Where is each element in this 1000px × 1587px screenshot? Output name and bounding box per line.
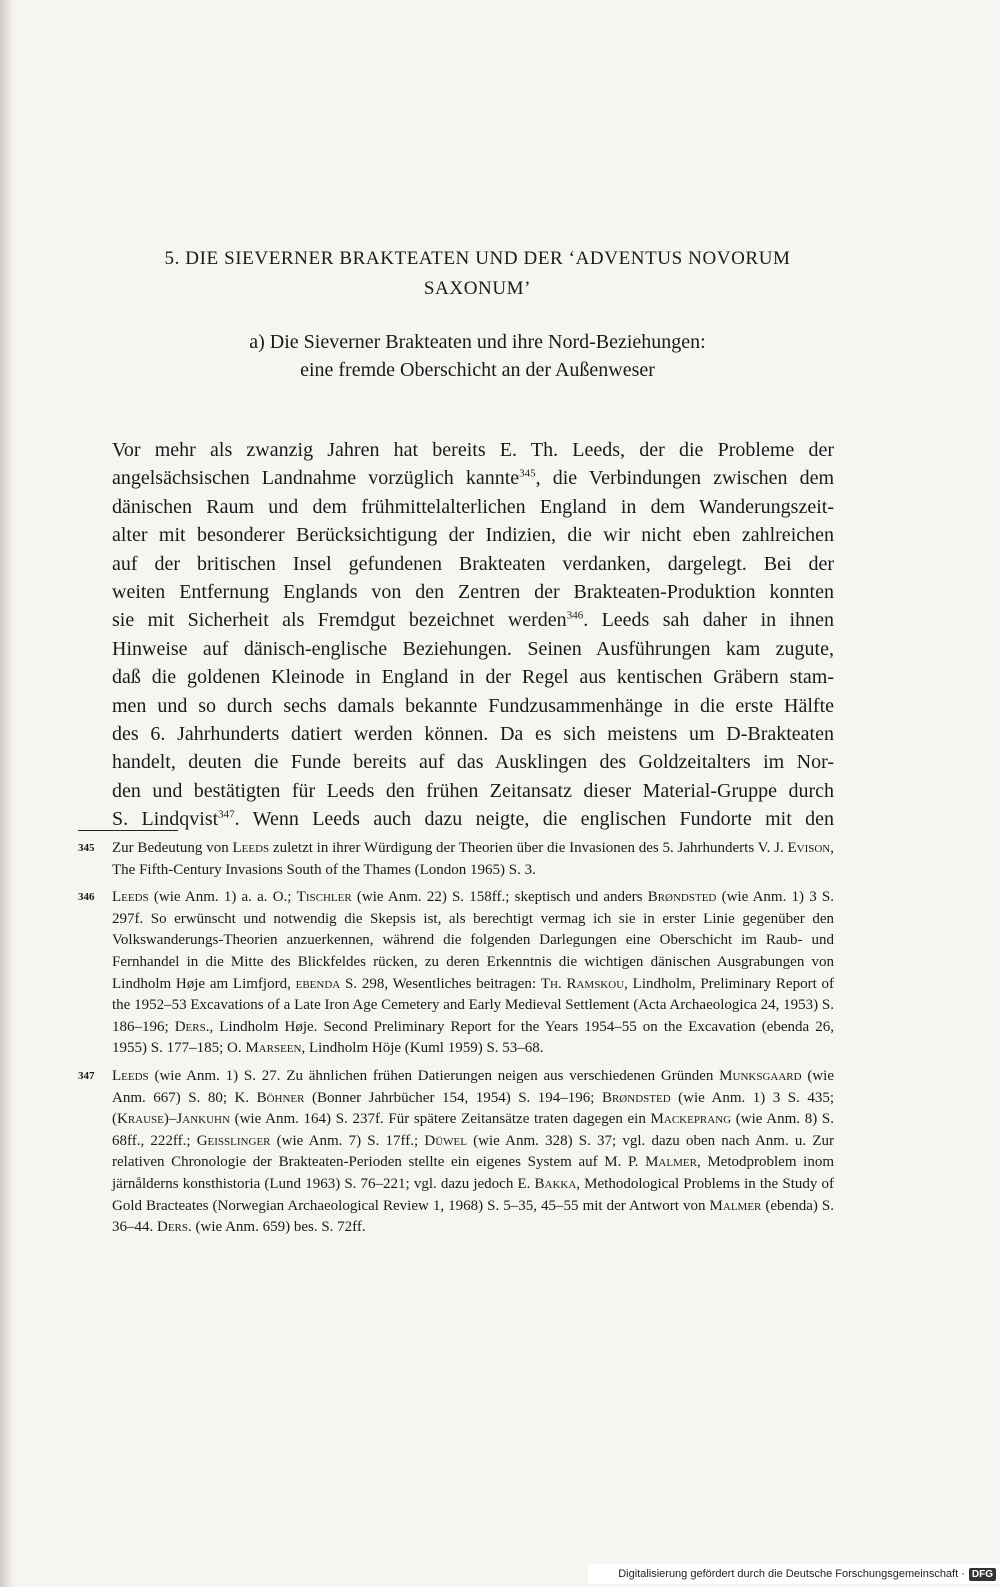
footnote-345 (78, 838, 834, 881)
author-name: Th. Ramskou (540, 975, 625, 992)
author-name: Leeds (112, 1067, 149, 1084)
subsection-heading-line-1: a) Die Sieverner Brakteaten und ihre Nord-Beziehungen: (249, 331, 706, 353)
body-line: angelsächsischen Landnahme vorzüglich kannte$^{345}$, die Verbindungen zwischen dem (112, 467, 834, 490)
subsection-heading-line-2: eine fremde Oberschicht an der Außenweser (300, 359, 655, 381)
footnote-number: 346 (78, 891, 95, 904)
body-line: handelt, deuten die Funde bereits auf das Ausklingen des Goldzeitalters im Nor- (112, 751, 834, 774)
footnote-number: 345 (78, 842, 95, 854)
body-line: alter mit besonderer Berücksichtigung der Indizien, die wir nicht eben zahlreichen (112, 524, 834, 547)
footnote-text: Zur Bedeutung von Leeds zuletzt in ihrer Würdigung der Theorien über die Invasionen des 5. Jahrhunderts V. J. Evison, The Fifth-Century Invasions South of the Thames (London 1965) S. 3. (112, 840, 834, 878)
footnote-number: 347 (78, 1069, 95, 1082)
author-name: Malmer (709, 1197, 762, 1214)
body-line: weiten Entfernung Englands von den Zentren der Brakteaten-Produktion konnten (112, 581, 834, 604)
body-line: des 6. Jahrhunderts datiert werden können. Da es sich meistens um D-Brakteaten (112, 723, 834, 746)
author-name: Jankuhn (176, 1111, 230, 1128)
page-edge-shadow (0, 0, 14, 1587)
body-line: Vor mehr als zwanzig Jahren hat bereits E. Th. Leeds, der die Probleme der (112, 439, 834, 461)
section-heading (100, 244, 855, 304)
body-line: men und so durch sechs damals bekannte Fundzusammenhänge in die erste Hälfte (112, 694, 834, 717)
digitization-credit-bar (588, 1564, 1000, 1584)
digitization-credit-text: Digitalisierung gefördert durch die Deutsche Forschungsgemeinschaft · (618, 1568, 965, 1580)
author-name: Geisslinger (196, 1132, 271, 1149)
section-heading-line-1: 5. DIE SIEVERNER BRAKTEATEN UND DER ‘ADVENTUS NOVORUM (164, 248, 791, 269)
body-paragraph (112, 436, 834, 834)
footnote-text: Leeds (wie Anm. 1) a. a. O.; Tischler (wie Anm. 22) S. 158ff.; skeptisch und anders Brøndsted (wie Anm. 1) 3 S. 297f. So erwünscht und notwendig die Skepsis ist, als berechtigt vermag ich sie in erster Linie gegenüber den Volkswanderungs-Theorien anzuerkennen, während die folgenden Darlegungen eine Oberschicht im Raub- und Fernhandel in die Mitte des Blickfeldes rücken, zu deren Erkenntnis die wichtigen dänischen Ausgrabungen von Lindholm Høje am Limfjord, ebenda S. 298, Wesentliches beitragen: Th. Ramskou, Lindholm, Preliminary Report of the 1952–53 Excavations of a Late Iron Age Cemetery and Early Medieval Settlement (Acta Archaeologica 24, 1953) S. 186–196; Ders., Lindholm Høje. Second Preliminary Report for the Years 1954–55 on the Excavation (ebenda 26, 1955) S. 177–185; O. Marseen, Lindholm Höje (Kuml 1959) S. 53–68. (112, 889, 835, 1057)
section-heading-line-2: SAXONUM’ (423, 278, 532, 299)
footnote-ref[interactable]: 347 (218, 808, 235, 821)
body-line: S. Lindqvist$^{347}$. Wenn Leeds auch dazu neigte, die englischen Fundorte mit den (112, 808, 834, 831)
author-name: Brøndsted (647, 889, 717, 906)
body-line: sie mit Sicherheit als Fremdgut bezeichnet werden$^{346}$. Leeds sah daher in ihnen (112, 609, 834, 632)
footnote-346 (78, 887, 834, 1060)
author-name: Munksgaard (719, 1067, 802, 1084)
author-name: Ders. (174, 1018, 210, 1035)
author-name: Leeds (112, 889, 149, 906)
body-line: auf der britischen Insel gefundenen Brakteaten verdanken, dargelegt. Bei der (112, 552, 834, 575)
footnote-ref[interactable]: 345 (519, 467, 536, 480)
author-name: Marseen (245, 1040, 302, 1057)
body-line: den und bestätigten für Leeds den frühen Zeitansatz dieser Material-Gruppe durch (112, 779, 834, 802)
footnotes-block (78, 838, 834, 1245)
author-name: Krause (117, 1111, 164, 1128)
footnote-347 (78, 1066, 834, 1239)
author-name: Ders. (157, 1219, 192, 1236)
author-name: Böhner (256, 1089, 305, 1106)
author-name: Tischler (296, 889, 352, 906)
footnote-divider (78, 830, 178, 831)
footnote-ref[interactable]: 346 (566, 609, 584, 622)
footnote-text: Leeds (wie Anm. 1) S. 27. Zu ähnlichen frühen Datierungen neigen aus verschiedenen Gründen Munksgaard (wie Anm. 667) S. 80; K. Böhner (Bonner Jahrbücher 154, 1954) S. 194–196; Brøndsted (wie Anm. 1) 3 S. 435; (Krause)–Jankuhn (wie Anm. 164) S. 237f. Für spätere Zeitansätze traten dagegen ein Mackeprang (wie Anm. 8) S. 68ff., 222ff.; Geisslinger (wie Anm. 7) S. 17ff.; Düwel (wie Anm. 328) S. 37; vgl. dazu oben nach Anm. u. Zur relativen Chronologie der Brakteaten-Perioden stellte ein eigenes System auf M. P. Malmer, Metodproblem inom järnålderns konsthistoria (Lund 1963) S. 76–221; vgl. dazu jedoch E. Bakka, Methodological Problems in the Study of Gold Bracteates (Norwegian Archaeological Review 1, 1968) S. 5–35, 45–55 mit der Antwort von Malmer (ebenda) S. 36–44. Ders. (wie Anm. 659) bes. S. 72ff. (112, 1067, 835, 1236)
author-name: ebenda (295, 975, 341, 992)
body-line: dänischen Raum und dem frühmittelalterlichen England in dem Wanderungszeit- (112, 495, 834, 518)
author-name: Evison (787, 840, 831, 856)
dfg-logo: DFG (969, 1568, 996, 1581)
body-line: daß die goldenen Kleinode in England in der Regel aus kentischen Gräbern stam- (112, 666, 834, 689)
author-name: Düwel (424, 1132, 467, 1149)
subsection-heading (100, 328, 855, 384)
author-name: Brøndsted (601, 1089, 671, 1106)
body-line: Hinweise auf dänisch-englische Beziehungen. Seinen Ausführungen kam zugute, (112, 637, 834, 660)
author-name: Mackeprang (650, 1111, 732, 1128)
author-name: Malmer (645, 1154, 697, 1171)
author-name: Leeds (232, 840, 270, 856)
author-name: Bakka (534, 1175, 577, 1192)
